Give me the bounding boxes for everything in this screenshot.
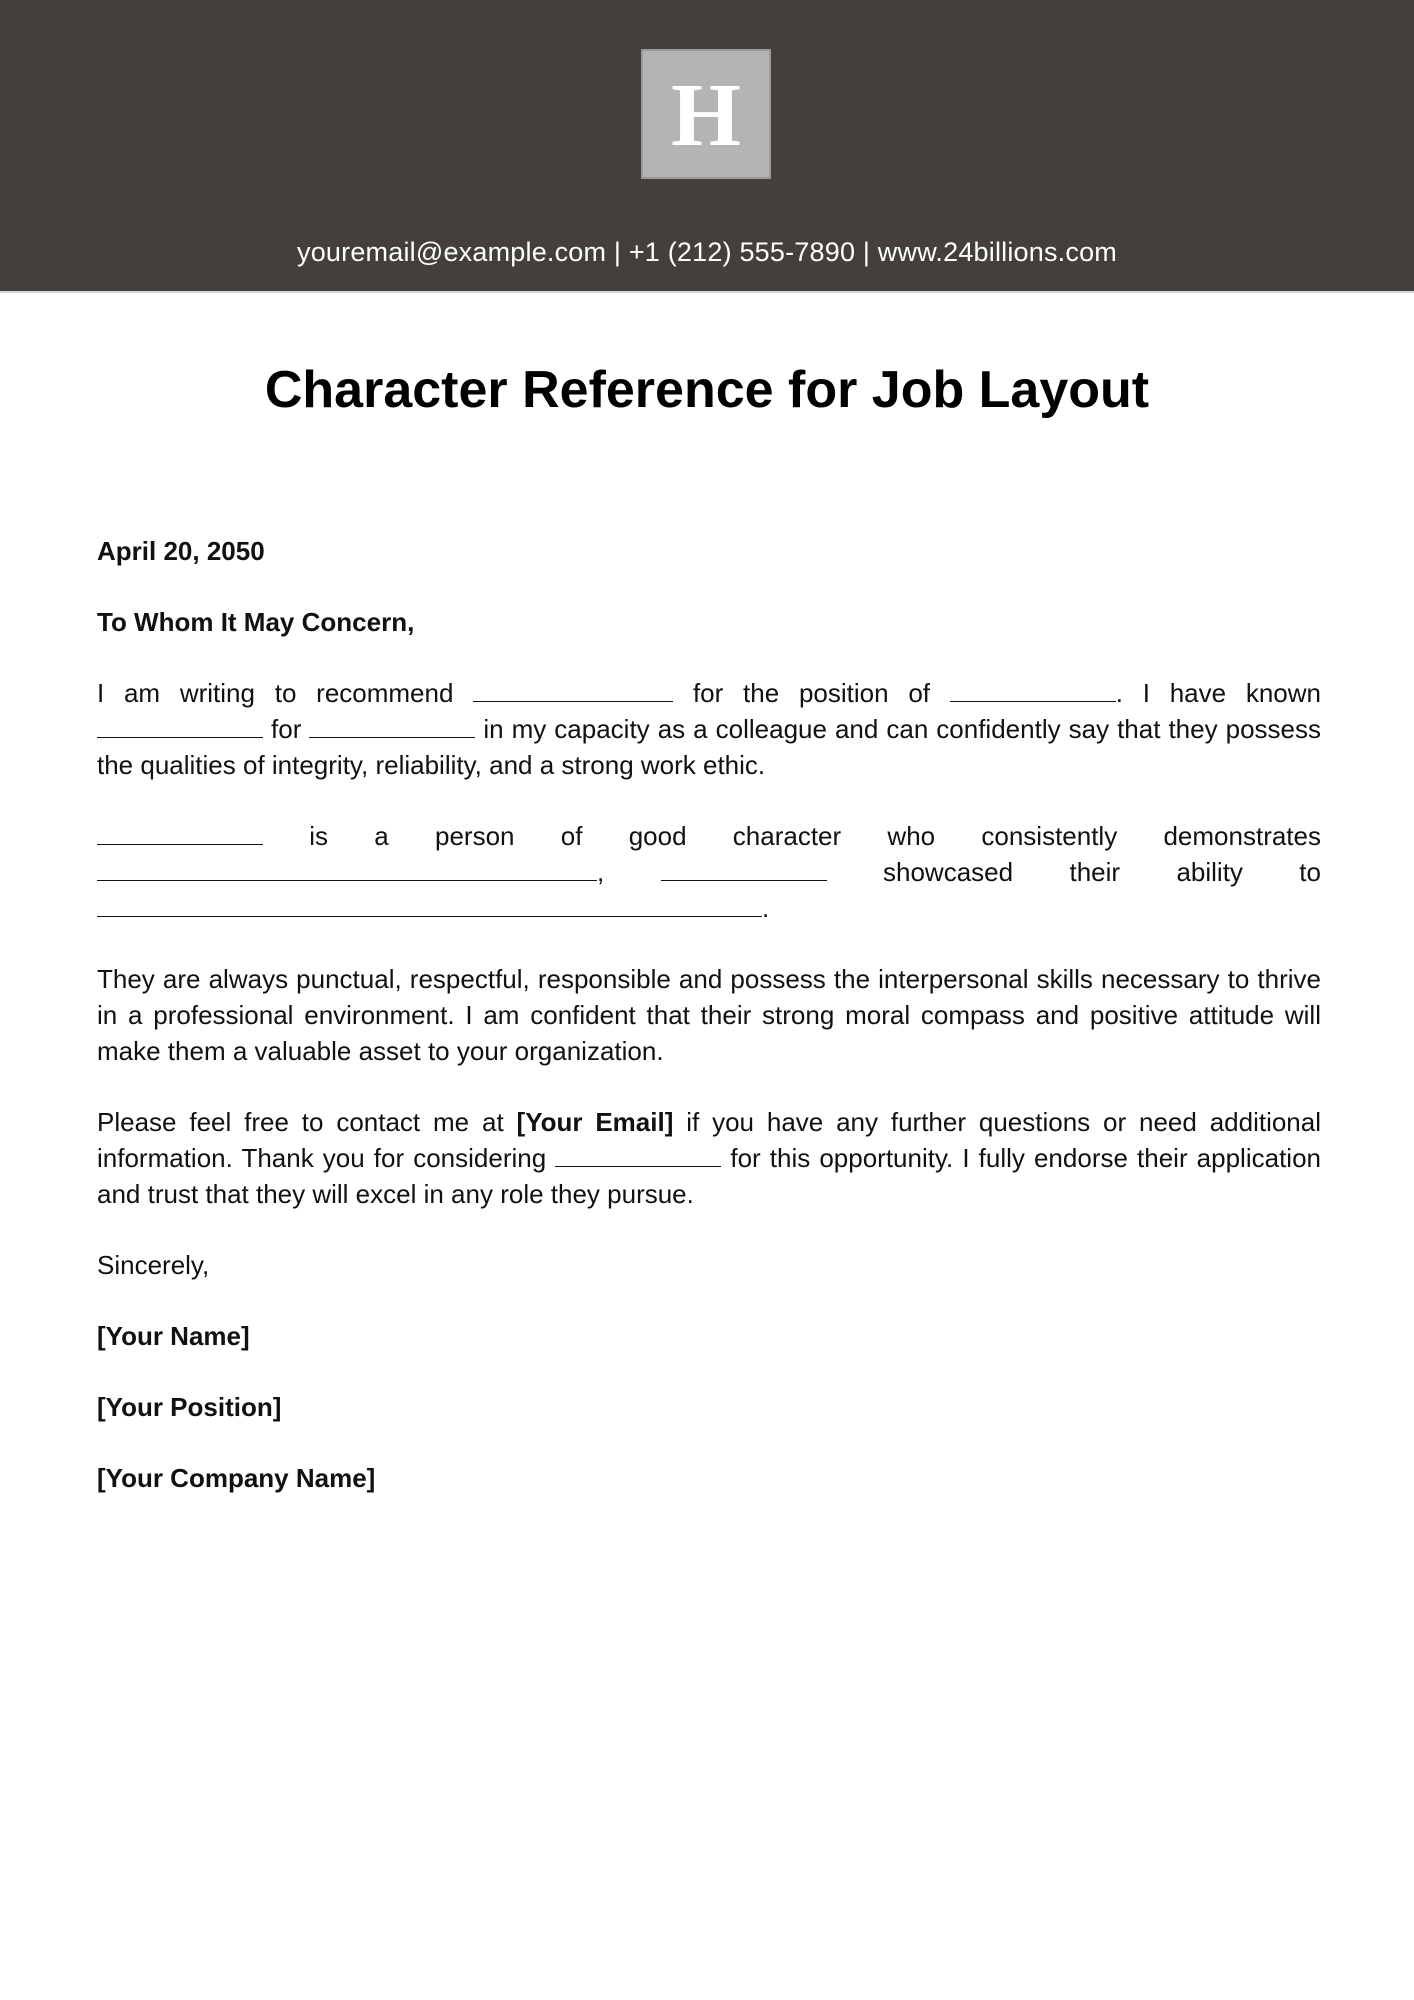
- logo-letter: H: [670, 66, 741, 165]
- text-run: ,: [597, 857, 661, 887]
- blank-candidate-name[interactable]: [555, 1142, 721, 1167]
- closing: Sincerely,: [97, 1250, 210, 1280]
- contact-separator: |: [606, 237, 629, 267]
- blank-ability[interactable]: [97, 892, 762, 917]
- signature-position: [Your Position]: [97, 1392, 282, 1422]
- letter-salutation: To Whom It May Concern,: [97, 607, 415, 637]
- signature-company: [Your Company Name]: [97, 1463, 376, 1493]
- email-placeholder: [Your Email]: [516, 1107, 674, 1137]
- document-title: Character Reference for Job Layout: [264, 361, 1150, 419]
- text-run: if you have any further questions or need additional information. Thank you for considering: [97, 1107, 1322, 1173]
- text-run: I am writing to recommend: [97, 678, 474, 708]
- signature-name: [Your Name]: [97, 1321, 250, 1351]
- contact-website[interactable]: www.24billions.com: [877, 237, 1117, 267]
- paragraph-character: [97, 818, 1321, 926]
- header-banner: [0, 0, 1414, 293]
- logo: [641, 49, 771, 179]
- text-run: for this opportunity. I fully endorse their application and trust that they will excel in any role they pursue.: [97, 1143, 1321, 1209]
- contact-email[interactable]: youremail@example.com: [297, 237, 607, 267]
- paragraph-contact: [97, 1104, 1321, 1212]
- letter-date: April 20, 2050: [97, 536, 265, 566]
- text-run: Please feel free to contact me at: [97, 1107, 517, 1137]
- contact-line: [0, 237, 1414, 268]
- letter-body: [97, 533, 1321, 1531]
- text-run: for the position of: [673, 678, 950, 708]
- paragraph-recommendation: [97, 675, 1321, 783]
- blank-candidate-name[interactable]: [97, 820, 263, 845]
- text-run: in my capacity as a colleague and can confidently say that they possess the qualities of integrity, reliability, and a strong work ethic.: [97, 714, 1321, 780]
- contact-separator: |: [855, 237, 878, 267]
- signature-block: [97, 1247, 1321, 1496]
- blank-candidate-name[interactable]: [97, 713, 263, 738]
- text-run: . I have known: [1115, 678, 1322, 708]
- text-run: showcased their ability to: [826, 857, 1321, 887]
- text-run: for: [263, 714, 310, 744]
- blank-candidate-name[interactable]: [661, 856, 827, 881]
- blank-qualities[interactable]: [97, 856, 597, 881]
- text-run: .: [762, 893, 770, 923]
- blank-position[interactable]: [950, 677, 1116, 702]
- blank-candidate-name[interactable]: [473, 677, 673, 702]
- text-run: is a person of good character who consistently demonstrates: [263, 821, 1321, 851]
- paragraph-attributes: They are always punctual, respectful, responsible and possess the interpersonal skills necessary to thrive in a professional environment. I am confident that their strong moral compass and positive attitude will make them a valuable asset to your organization.: [97, 964, 1321, 1066]
- contact-phone[interactable]: +1 (212) 555-7890: [628, 237, 856, 267]
- blank-duration[interactable]: [309, 713, 475, 738]
